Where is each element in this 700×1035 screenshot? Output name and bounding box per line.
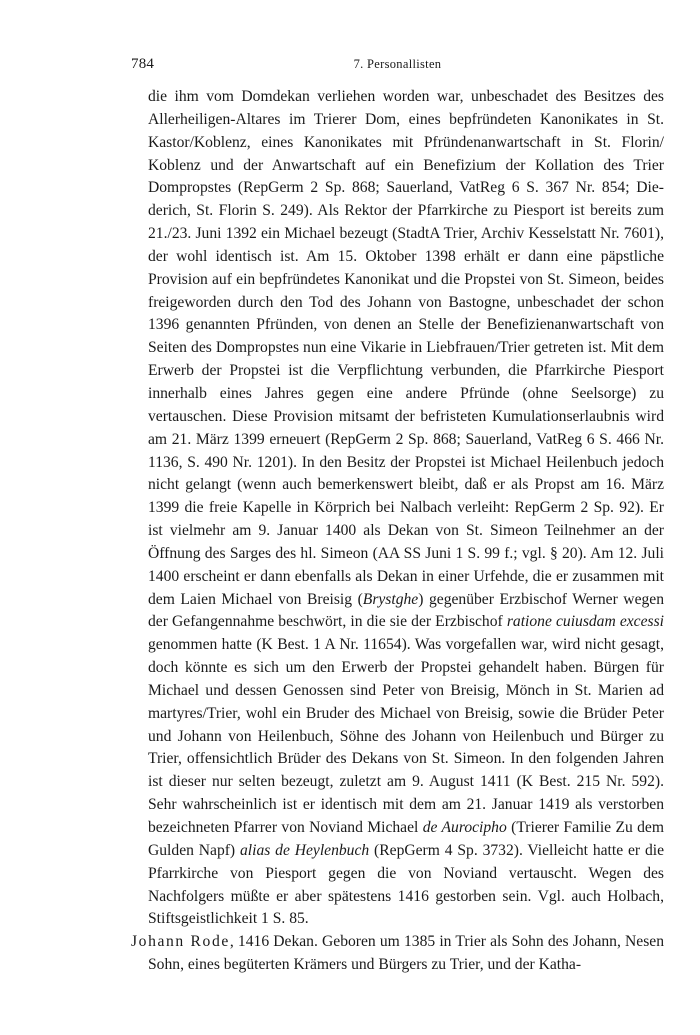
text-run: genommen hatte (K Best. 1 A Nr. 11654). Was vorgefallen war, wird nicht gesagt, doch könnte es sich um den Erwerb der Propstei gehandelt haben. Bürgen für Michael und dessen Genossen sind Peter von Breisig, Mönch in St. Marien ad martyres/Trier, wohl ein Bruder des Michael von Breisig, sowie die Brüder Peter und Johann von Heilenbuch, Söhne des Johann von Heilenbuch und Bürger zu Trier, offensichtlich Brüder des Dekans von St. Simeon. In den folgenden Jahren ist dieser nur selten bezeugt, zuletzt am 9. August 1411 (K Best. 215 Nr. 592). Sehr wahrscheinlich ist er identisch mit dem am 21. Januar 1419 als verstorben bezeichneten Pfarrer von Noviand Michael — [148, 636, 664, 836]
entry-name: Johann Rode — [131, 933, 230, 951]
text-run: die ihm vom Domdekan verliehen worden war, unbeschadet des Besitzes des Allerheiligen-Altares im Trierer Dom, eines bepfründeten Kanonikates in St. Kastor/Koblenz, eines Kanonikates mit Pfründenanwartschaft in St. Florin/ Koblenz und der Anwartschaft auf ein Benefizium der Kollation des Trier Dompropstes (RepGerm 2 Sp. 868; Sauerland, VatReg 6 S. 367 Nr. 854; Diederich, St. Florin S. 249). Als Rektor der Pfarrkirche zu Piesport ist bereits zum 21./23. Juni 1392 ein Michael bezeugt (StadtA Trier, Archiv Kesselstatt Nr. 7601), der wohl identisch ist. Am 15. Oktober 1398 erhält er dann eine päpstliche Provision auf ein bepfründetes Kanonikat und die Propstei von St. Simeon, beides freigeworden durch den Tod des Johann von Bastogne, unbeschadet der schon 1396 genannten Pfründen, von denen an Stelle der Benefizienanwartschaft von Seiten des Dompropstes nun eine Vikarie in Liebfrauen/Trier getreten ist. Mit dem Erwerb der Propstei ist die Verpflichtung verbunden, die Pfarrkirche Piesport innerhalb eines Jahres gegen eine andere Pfründe (ohne Seelsorge) zu vertauschen. Diese Provision mitsamt der befristeten Kumulationserlaubnis wird am 21. März 1399 erneuert (RepGerm 2 Sp. 868; Sauerland, VatReg 6 S. 466 Nr. 1136, S. 490 Nr. 1201). In den Besitz der Propstei ist Michael Heilenbuch jedoch nicht gelangt (wenn auch bemerkenswert bleibt, daß er als Propst am 16. März 1399 die freie Kapelle in Körprich bei Nalbach verleiht: RepGerm 2 Sp. 92). Er ist vielmehr am 9. Januar 1400 als Dekan von St. Simeon Teilnehmer an der Öffnung des Sarges des hl. Simeon (AA SS Juni 1 S. 99 f.; vgl. § 20). Am 12. Juli 1400 erscheint er dann ebenfalls als Dekan in einer Urfehde, die er zusammen mit dem Laien Michael von Breisig ( — [148, 88, 664, 608]
italic-text: de Aurocipho — [422, 819, 507, 836]
page-header — [131, 56, 664, 78]
paragraph-michael-heilenbuch — [131, 86, 664, 931]
page-number: 784 — [131, 56, 155, 72]
italic-text: ratione cuiusdam excessi — [506, 613, 664, 631]
running-head: 7. Personallisten — [353, 57, 442, 71]
italic-text: Brystghe — [362, 590, 419, 608]
text-run: ) gegenüber Erzbischof Werner wegen der Gefangennahme beschwört, in die sie der Erzbischof — [148, 590, 664, 631]
text-run: , 1416 Dekan. Geboren um 1385 in Trier als Sohn des Johann, Nesen Sohn, eines begüterten Krämers und Bürgers zu Trier, und der Katha- — [148, 933, 664, 974]
body-text — [131, 86, 664, 977]
text-run: (Trierer Familie Zu dem Gulden Napf) — [148, 819, 664, 859]
text-run: (RepGerm 4 Sp. 3732). Vielleicht hatte er die Pfarrkirche von Piesport gegen die von Noviand vertauscht. Wegen des Nachfolgers müßte er aber spätestens 1416 gestorben sein. Vgl. auch Holbach, Stiftsgeistlichkeit 1 S. 85. — [148, 841, 664, 928]
paragraph-johann-rode — [131, 931, 664, 977]
italic-text: alias de Heylenbuch — [239, 841, 370, 859]
